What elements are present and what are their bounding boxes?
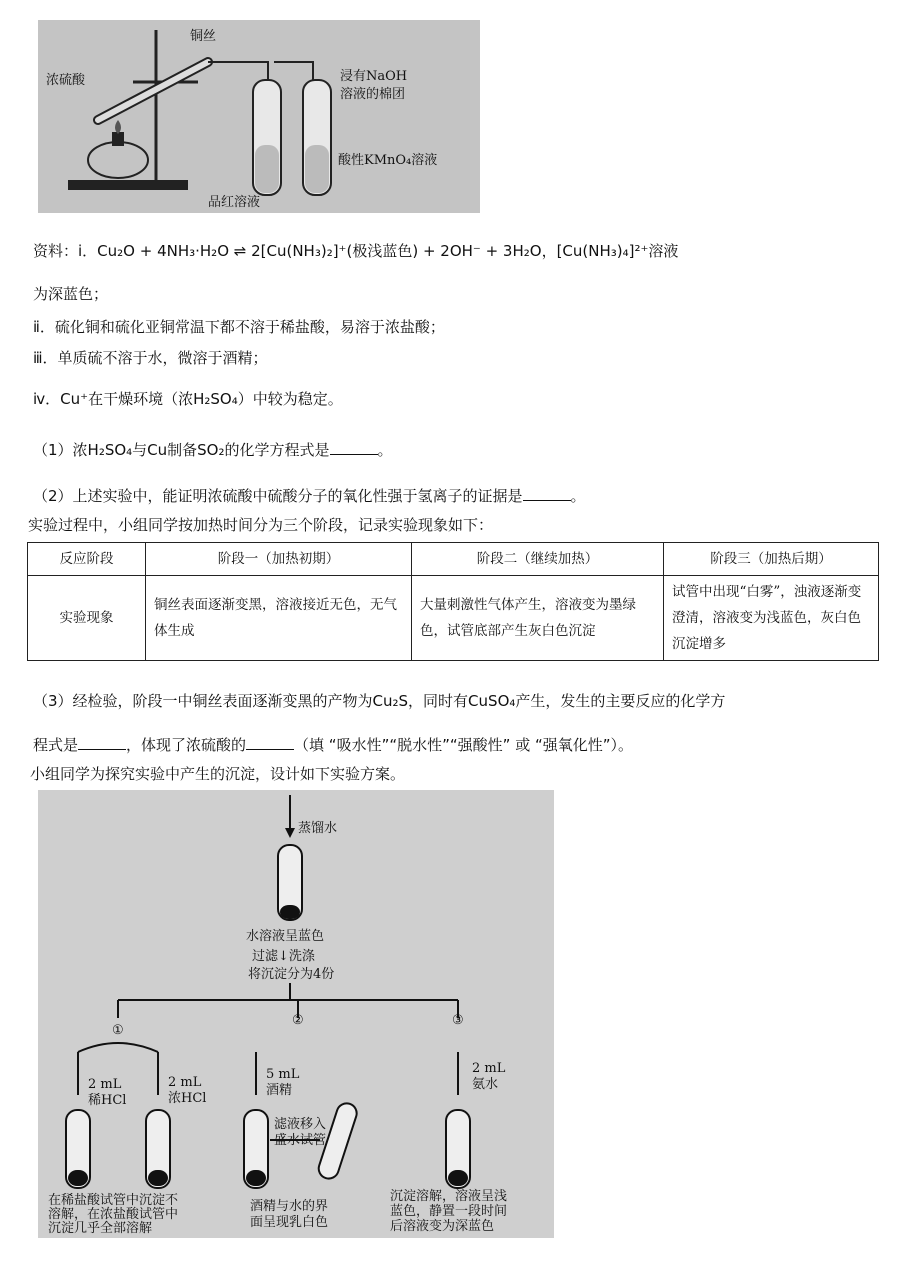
table-header: 阶段二（继续加热） xyxy=(412,543,664,576)
result-3-line-2: 蓝色，静置一段时间 xyxy=(390,1204,508,1219)
intro-text: 实验过程中，小组同学按加热时间分为三个阶段，记录实验现象如下： xyxy=(28,516,494,534)
label-split: 将沉淀分为4份 xyxy=(248,967,335,982)
question-2-end: 。 xyxy=(570,487,586,505)
result-3-line-3: 后溶液变为深蓝色 xyxy=(390,1219,495,1234)
label-alcohol-vol: 5 mL xyxy=(266,1067,300,1082)
label-con-hcl-vol: 2 mL xyxy=(168,1075,202,1090)
label-wire: 铜丝 xyxy=(190,29,217,44)
label-alcohol: 酒精 xyxy=(266,1083,293,1098)
question-1 xyxy=(33,439,393,460)
label-cotton: 浸有NaOH xyxy=(340,69,408,84)
label-dil-hcl: 稀HCl xyxy=(88,1093,127,1108)
result-1-line-2: 溶解，在浓盐酸试管中 xyxy=(48,1207,179,1222)
question-1-text: （1）浓H₂SO₄与Cu制备SO₂的化学方程式是 xyxy=(33,441,330,459)
material-line-1-cont: 为深蓝色； xyxy=(33,285,109,303)
label-con-hcl: 浓HCl xyxy=(168,1091,207,1106)
label-kmno4: 酸性KMnO₄溶液 xyxy=(338,153,438,168)
answer-blank-3b[interactable] xyxy=(246,735,294,750)
label-branch-1: ① xyxy=(112,1023,124,1038)
table-header: 反应阶段 xyxy=(28,543,146,576)
answer-blank-2[interactable] xyxy=(523,486,571,501)
label-move-1: 滤液移入 xyxy=(274,1117,327,1132)
label-acid: 浓硫酸 xyxy=(46,73,86,88)
label-nh3: 氨水 xyxy=(472,1077,499,1092)
material-item-4: ⅳ．Cu⁺在干燥环境（浓H₂SO₄）中较为稳定。 xyxy=(33,390,343,408)
label-branch-3: ③ xyxy=(452,1013,464,1028)
material-item-2: ⅱ．硫化铜和硫化亚铜常温下都不溶于稀盐酸，易溶于浓盐酸； xyxy=(33,318,445,336)
answer-blank-3a[interactable] xyxy=(78,735,126,750)
label-nh3-vol: 2 mL xyxy=(472,1061,506,1076)
apparatus-drawing xyxy=(38,20,480,213)
scheme-figure xyxy=(38,790,554,1238)
table-header: 阶段一（加热初期） xyxy=(146,543,412,576)
label-cotton-2: 溶液的棉团 xyxy=(340,87,406,102)
label-branch-2: ② xyxy=(292,1013,304,1028)
result-2-line-2: 面呈现乳白色 xyxy=(250,1215,329,1230)
result-1-line-3: 沉淀几乎全部溶解 xyxy=(48,1221,153,1236)
question-3-text-d: （填 “吸水性”“脱水性”“强酸性” 或 “强氧化性”）。 xyxy=(294,736,634,754)
result-2-line-1: 酒精与水的界 xyxy=(250,1199,329,1214)
table-cell: 试管中出现“白雾”，浊液逐渐变澄清，溶液变为浅蓝色，灰白色沉淀增多 xyxy=(664,576,879,661)
table-row xyxy=(28,576,879,661)
table-cell: 大量刺激性气体产生，溶液变为墨绿色，试管底部产生灰白色沉淀 xyxy=(412,576,664,661)
table-header-row xyxy=(28,543,879,576)
table-cell: 铜丝表面逐渐变黑，溶液接近无色，无气体生成 xyxy=(146,576,412,661)
apparatus-figure xyxy=(38,20,480,213)
label-move-2: 盛水试管 xyxy=(274,1133,327,1148)
label-pinhong: 品红溶液 xyxy=(208,195,261,210)
question-1-end: 。 xyxy=(377,441,393,459)
label-water: 蒸馏水 xyxy=(298,821,338,836)
question-3-line-1: （3）经检验，阶段一中铜丝表面逐渐变黑的产物为Cu₂S，同时有CuSO₄产生，发生的主要反应的化学方 xyxy=(33,692,726,710)
plan-text: 小组同学为探究实验中产生的沉淀，设计如下实验方案。 xyxy=(30,765,406,783)
material-line-1: 资料：ⅰ．Cu₂O + 4NH₃·H₂O ⇌ 2[Cu(NH₃)₂]⁺(极浅蓝色) + 2OH⁻ + 3H₂O，[Cu(NH₃)₄]²⁺溶液 xyxy=(33,242,679,260)
material-item-3: ⅲ．单质硫不溶于水，微溶于酒精； xyxy=(33,349,268,367)
row-label: 实验现象 xyxy=(28,576,146,661)
result-3-line-1: 沉淀溶解，溶液呈浅 xyxy=(390,1189,508,1204)
question-3-line-2 xyxy=(33,734,633,755)
scheme-drawing xyxy=(38,790,554,1238)
question-2 xyxy=(33,485,586,506)
table-header: 阶段三（加热后期） xyxy=(664,543,879,576)
result-1-line-1: 在稀盐酸试管中沉淀不 xyxy=(48,1193,179,1208)
observation-table xyxy=(27,542,879,661)
answer-blank-1[interactable] xyxy=(330,440,378,455)
label-filter: 过滤↓洗涤 xyxy=(252,949,315,964)
question-3-text-b: 程式是 xyxy=(33,736,79,754)
label-blue: 水溶液呈蓝色 xyxy=(246,929,325,944)
question-2-text: （2）上述实验中，能证明浓硫酸中硫酸分子的氧化性强于氢离子的证据是 xyxy=(33,487,523,505)
label-dil-hcl-vol: 2 mL xyxy=(88,1077,122,1092)
question-3-text-c: ，体现了浓硫酸的 xyxy=(126,736,247,754)
